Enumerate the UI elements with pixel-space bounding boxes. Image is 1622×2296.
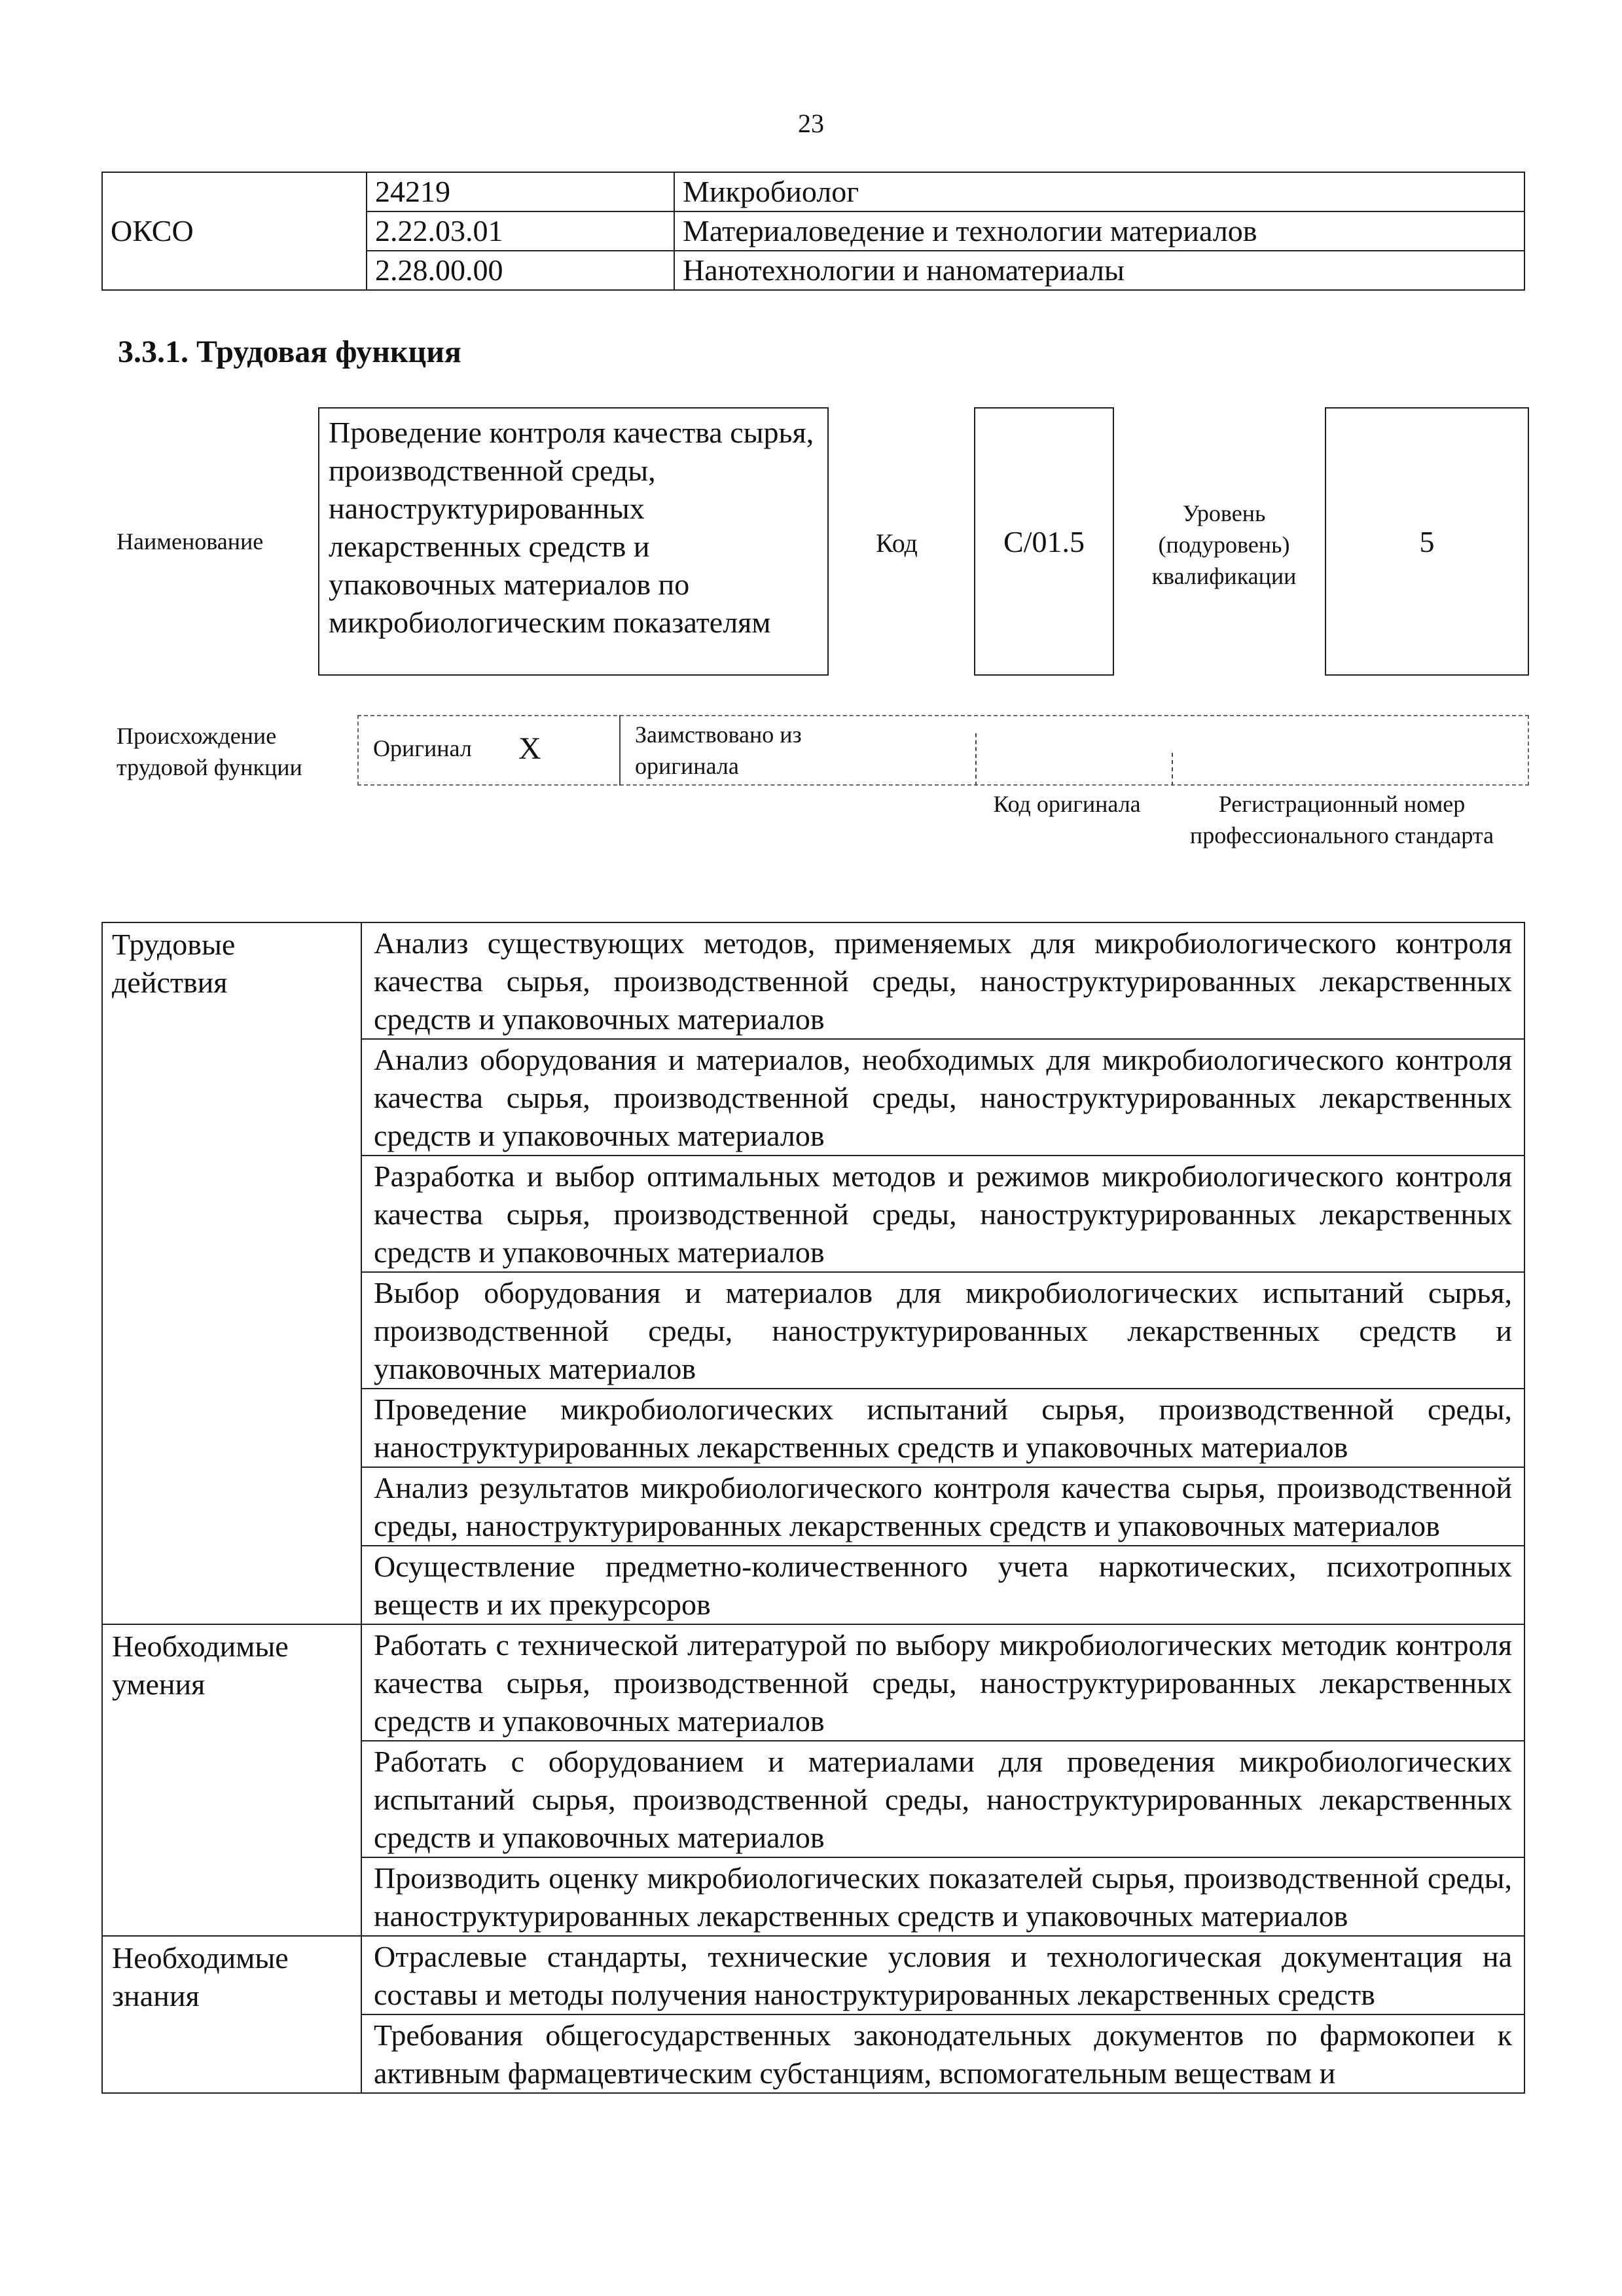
labor-function-table xyxy=(101,922,1525,2094)
list-item: Проведение микробиологических испытаний сырья, производственной среды, наноструктурированных лекарственных средств и упаковочных материалов xyxy=(361,1389,1524,1467)
list-item: Отраслевые стандарты, технические условия и технологическая документация на составы и методы получения наноструктурированных лекарственных средств xyxy=(361,1936,1524,2014)
divider xyxy=(975,733,977,786)
section-heading: 3.3.1. Трудовая функция xyxy=(118,335,461,369)
list-item: Выбор оборудования и материалов для микробиологических испытаний сырья, производственной среды, наноструктурированных лекарственных средств и упаковочных материалов xyxy=(361,1272,1524,1389)
qualification-level-box: 5 xyxy=(1325,407,1529,676)
okso-code: 2.22.03.01 xyxy=(367,211,674,251)
function-name-label: Наименование xyxy=(117,528,264,555)
list-item: Разработка и выбор оптимальных методов и режимов микробиологического контроля качества сырья, производственной среды, наноструктурированных лекарственных средств и упаковочных материалов xyxy=(361,1156,1524,1272)
okso-label: ОКСО xyxy=(102,172,367,290)
list-item: Осуществление предметно-количественного учета наркотических, психотропных веществ и их прекурсоров xyxy=(361,1546,1524,1624)
original-label: Оригинал xyxy=(373,735,472,761)
list-item: Производить оценку микробиологических показателей сырья, производственной среды, наноструктурированных лекарственных средств и упаковочных материалов xyxy=(361,1857,1524,1936)
section-title: Трудовые действия xyxy=(102,922,361,1624)
registration-number-label: Регистрационный номер профессионального стандарта xyxy=(1189,791,1494,848)
okso-name: Материаловедение и технологии материалов xyxy=(674,211,1524,251)
function-code-box: С/01.5 xyxy=(974,407,1114,676)
divider xyxy=(1172,753,1173,786)
table-row xyxy=(102,922,1524,1039)
okso-code: 2.28.00.00 xyxy=(367,251,674,290)
function-name-box: Проведение контроля качества сырья, производственной среды, наноструктурированных лекарственных средств и упаковочных материалов по микробиологическим показателям xyxy=(318,407,829,676)
list-item: Анализ существующих методов, применяемых для микробиологического контроля качества сырья, производственной среды, наноструктурированных лекарственных средств и упаковочных материалов xyxy=(361,922,1524,1039)
original-mark: X xyxy=(518,731,541,766)
section-title: Необходимые умения xyxy=(102,1624,361,1936)
table-row xyxy=(102,1936,1524,2014)
borrowed-label: Заимствовано из оригинала xyxy=(635,721,802,779)
divider xyxy=(619,715,621,786)
list-item: Требования общегосударственных законодательных документов по фармокопеи к активным фармацевтическим субстанциям, вспомогательным веществам и xyxy=(361,2014,1524,2093)
table-row xyxy=(102,172,1524,211)
function-code-label: Код xyxy=(876,528,918,558)
okso-table xyxy=(101,172,1525,291)
list-item: Работать с оборудованием и материалами для проведения микробиологических испытаний сырья, производственной среды, наноструктурированных лекарственных средств и упаковочных материалов xyxy=(361,1741,1524,1857)
code-original-label: Код оригинала xyxy=(993,791,1141,817)
qualification-level-label: Уровень (подуровень) квалификации xyxy=(1151,500,1297,589)
list-item: Работать с технической литературой по выбору микробиологических методик контроля качества сырья, производственной среды, наноструктурированных лекарственных средств и упаковочных материалов xyxy=(361,1624,1524,1741)
okso-name: Нанотехнологии и наноматериалы xyxy=(674,251,1524,290)
page-number: 23 xyxy=(798,109,824,138)
table-row xyxy=(102,1624,1524,1741)
okso-name: Микробиолог xyxy=(674,172,1524,211)
origin-label: Происхождение трудовой функции xyxy=(117,723,302,780)
okso-code: 24219 xyxy=(367,172,674,211)
list-item: Анализ оборудования и материалов, необходимых для микробиологического контроля качества сырья, производственной среды, наноструктурированных лекарственных средств и упаковочных материалов xyxy=(361,1039,1524,1156)
list-item: Анализ результатов микробиологического контроля качества сырья, производственной среды, наноструктурированных лекарственных средств и упаковочных материалов xyxy=(361,1467,1524,1546)
section-title: Необходимые знания xyxy=(102,1936,361,2093)
